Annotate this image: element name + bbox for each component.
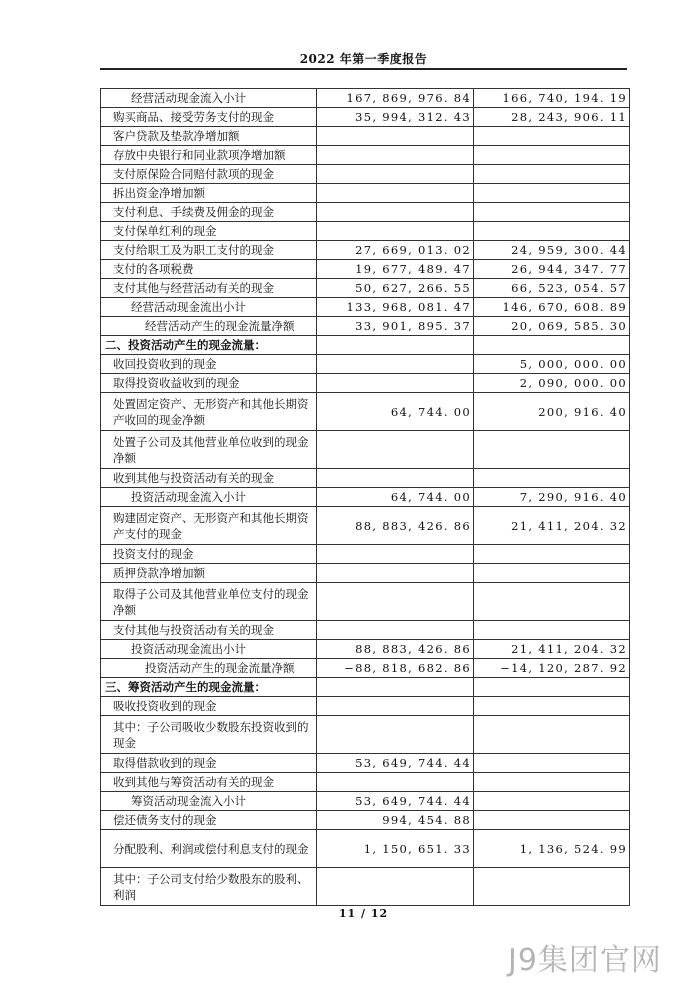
- page-number: 11 / 12: [338, 907, 389, 920]
- previous-period-value: 1, 136, 524. 99: [474, 830, 630, 868]
- row-label: 处置子公司及其他营业单位收到的现金净额: [101, 431, 317, 469]
- row-label: 偿还债务支付的现金: [101, 811, 317, 830]
- table-row: [101, 317, 630, 336]
- previous-period-value: [474, 165, 630, 184]
- table-row: [101, 336, 630, 355]
- previous-period-value: 28, 243, 906. 11: [474, 108, 630, 127]
- current-period-value: 167, 869, 976. 84: [317, 89, 474, 108]
- table-row: [101, 697, 630, 716]
- row-label: 二、投资活动产生的现金流量：: [101, 336, 317, 355]
- previous-period-value: 20, 069, 585. 30: [474, 317, 630, 336]
- previous-period-value: [474, 203, 630, 222]
- row-label: 收到其他与筹资活动有关的现金: [101, 773, 317, 792]
- current-period-value: [317, 374, 474, 393]
- row-label: 投资活动产生的现金流量净额: [101, 659, 317, 678]
- row-label: 拆出资金净增加额: [101, 184, 317, 203]
- row-label: 经营活动现金流入小计: [101, 89, 317, 108]
- cash-flow-table: [100, 88, 630, 906]
- previous-period-value: [474, 564, 630, 583]
- row-label: 取得投资收益收到的现金: [101, 374, 317, 393]
- row-label: 支付原保险合同赔付款项的现金: [101, 165, 317, 184]
- row-label: 支付保单红利的现金: [101, 222, 317, 241]
- row-label: 支付给职工及为职工支付的现金: [101, 241, 317, 260]
- row-label: 其中：子公司吸收少数股东投资收到的现金: [101, 716, 317, 754]
- current-period-value: 64, 744. 00: [317, 488, 474, 507]
- previous-period-value: 66, 523, 054. 57: [474, 279, 630, 298]
- table-row: [101, 659, 630, 678]
- current-period-value: 33, 901, 895. 37: [317, 317, 474, 336]
- table-row: [101, 564, 630, 583]
- table-row: [101, 260, 630, 279]
- current-period-value: [317, 431, 474, 469]
- previous-period-value: [474, 545, 630, 564]
- current-period-value: [317, 583, 474, 621]
- current-period-value: 53, 649, 744. 44: [317, 792, 474, 811]
- previous-period-value: [474, 754, 630, 773]
- table-row: [101, 127, 630, 146]
- table-row: [101, 773, 630, 792]
- previous-period-value: 146, 670, 608. 89: [474, 298, 630, 317]
- previous-period-value: [474, 621, 630, 640]
- row-label: 投资活动现金流出小计: [101, 640, 317, 659]
- header-divider: [100, 68, 627, 70]
- previous-period-value: [474, 222, 630, 241]
- previous-period-value: [474, 773, 630, 792]
- table-row: [101, 792, 630, 811]
- current-period-value: [317, 146, 474, 165]
- row-label: 经营活动产生的现金流量净额: [101, 317, 317, 336]
- watermark: J9集团官网: [508, 943, 662, 978]
- previous-period-value: 166, 740, 194. 19: [474, 89, 630, 108]
- table-row: [101, 393, 630, 431]
- table-row: [101, 868, 630, 906]
- previous-period-value: 7, 290, 916. 40: [474, 488, 630, 507]
- row-label: 筹资活动现金流入小计: [101, 792, 317, 811]
- table-row: [101, 716, 630, 754]
- current-period-value: [317, 355, 474, 374]
- current-period-value: [317, 868, 474, 906]
- current-period-value: −88, 818, 682. 86: [317, 659, 474, 678]
- table-row: [101, 507, 630, 545]
- current-period-value: [317, 773, 474, 792]
- row-label: 支付利息、手续费及佣金的现金: [101, 203, 317, 222]
- previous-period-value: [474, 431, 630, 469]
- current-period-value: [317, 127, 474, 146]
- current-period-value: [317, 336, 474, 355]
- row-label: 客户贷款及垫款净增加额: [101, 127, 317, 146]
- previous-period-value: 21, 411, 204. 32: [474, 507, 630, 545]
- previous-period-value: [474, 678, 630, 697]
- current-period-value: [317, 621, 474, 640]
- row-label: 支付其他与投资活动有关的现金: [101, 621, 317, 640]
- table-row: [101, 640, 630, 659]
- previous-period-value: [474, 184, 630, 203]
- table-row: [101, 830, 630, 868]
- row-label: 经营活动现金流出小计: [101, 298, 317, 317]
- row-label: 取得借款收到的现金: [101, 754, 317, 773]
- row-label: 投资活动现金流入小计: [101, 488, 317, 507]
- table-row: [101, 222, 630, 241]
- previous-period-value: [474, 716, 630, 754]
- page-header: 2022 年第一季度报告: [299, 52, 428, 66]
- current-period-value: [317, 678, 474, 697]
- current-period-value: 133, 968, 081. 47: [317, 298, 474, 317]
- row-label: 存放中央银行和同业款项净增加额: [101, 146, 317, 165]
- row-label: 收回投资收到的现金: [101, 355, 317, 374]
- table-row: [101, 583, 630, 621]
- current-period-value: 27, 669, 013. 02: [317, 241, 474, 260]
- previous-period-value: 5, 000, 000. 00: [474, 355, 630, 374]
- row-label: 购建固定资产、无形资产和其他长期资产支付的现金: [101, 507, 317, 545]
- current-period-value: [317, 697, 474, 716]
- current-period-value: [317, 222, 474, 241]
- previous-period-value: [474, 469, 630, 488]
- table-row: [101, 678, 630, 697]
- table-row: [101, 165, 630, 184]
- previous-period-value: 2, 090, 000. 00: [474, 374, 630, 393]
- current-period-value: 53, 649, 744. 44: [317, 754, 474, 773]
- table-row: [101, 89, 630, 108]
- table-row: [101, 811, 630, 830]
- table-row: [101, 108, 630, 127]
- current-period-value: [317, 203, 474, 222]
- row-label: 吸收投资收到的现金: [101, 697, 317, 716]
- previous-period-value: [474, 792, 630, 811]
- row-label: 购买商品、接受劳务支付的现金: [101, 108, 317, 127]
- table-row: [101, 146, 630, 165]
- current-period-value: [317, 716, 474, 754]
- current-period-value: 35, 994, 312. 43: [317, 108, 474, 127]
- previous-period-value: [474, 697, 630, 716]
- row-label: 其中：子公司支付给少数股东的股利、利润: [101, 868, 317, 906]
- previous-period-value: [474, 583, 630, 621]
- table-row: [101, 545, 630, 564]
- current-period-value: 994, 454. 88: [317, 811, 474, 830]
- table-row: [101, 621, 630, 640]
- row-label: 支付其他与经营活动有关的现金: [101, 279, 317, 298]
- previous-period-value: [474, 146, 630, 165]
- previous-period-value: 24, 959, 300. 44: [474, 241, 630, 260]
- table-row: [101, 355, 630, 374]
- table-row: [101, 374, 630, 393]
- previous-period-value: [474, 811, 630, 830]
- table-row: [101, 488, 630, 507]
- cash-flow-table-container: [100, 88, 629, 906]
- table-row: [101, 754, 630, 773]
- previous-period-value: [474, 336, 630, 355]
- previous-period-value: −14, 120, 287. 92: [474, 659, 630, 678]
- previous-period-value: [474, 127, 630, 146]
- row-label: 质押贷款净增加额: [101, 564, 317, 583]
- current-period-value: 88, 883, 426. 86: [317, 640, 474, 659]
- previous-period-value: 21, 411, 204. 32: [474, 640, 630, 659]
- table-row: [101, 184, 630, 203]
- current-period-value: [317, 165, 474, 184]
- cash-flow-table-body: [101, 89, 630, 906]
- table-row: [101, 203, 630, 222]
- row-label: 收到其他与投资活动有关的现金: [101, 469, 317, 488]
- table-row: [101, 469, 630, 488]
- previous-period-value: [474, 868, 630, 906]
- current-period-value: 1, 150, 651. 33: [317, 830, 474, 868]
- current-period-value: [317, 469, 474, 488]
- current-period-value: 64, 744. 00: [317, 393, 474, 431]
- table-row: [101, 241, 630, 260]
- row-label: 分配股利、利润或偿付利息支付的现金: [101, 830, 317, 868]
- row-label: 三、筹资活动产生的现金流量：: [101, 678, 317, 697]
- current-period-value: [317, 545, 474, 564]
- current-period-value: 50, 627, 266. 55: [317, 279, 474, 298]
- table-row: [101, 298, 630, 317]
- current-period-value: 19, 677, 489. 47: [317, 260, 474, 279]
- current-period-value: 88, 883, 426. 86: [317, 507, 474, 545]
- previous-period-value: 200, 916. 40: [474, 393, 630, 431]
- previous-period-value: 26, 944, 347. 77: [474, 260, 630, 279]
- current-period-value: [317, 184, 474, 203]
- table-row: [101, 279, 630, 298]
- row-label: 支付的各项税费: [101, 260, 317, 279]
- row-label: 取得子公司及其他营业单位支付的现金净额: [101, 583, 317, 621]
- row-label: 投资支付的现金: [101, 545, 317, 564]
- table-row: [101, 431, 630, 469]
- row-label: 处置固定资产、无形资产和其他长期资产收回的现金净额: [101, 393, 317, 431]
- current-period-value: [317, 564, 474, 583]
